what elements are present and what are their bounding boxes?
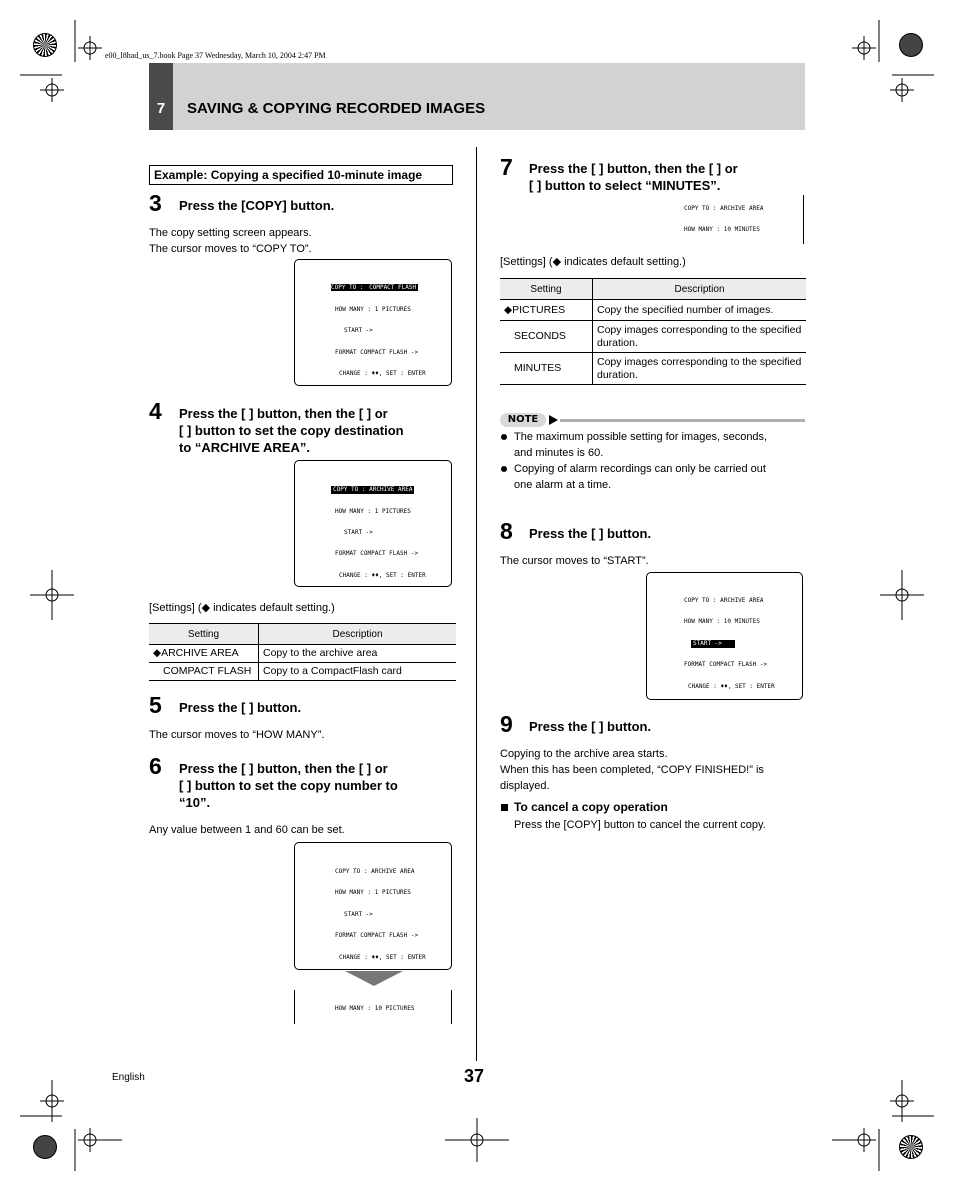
down-arrow-icon	[345, 971, 403, 987]
table-row	[500, 353, 806, 385]
step-text	[179, 405, 404, 456]
footer-language: English	[112, 1072, 145, 1083]
step-number: 9	[500, 711, 513, 737]
step-text: Press the [ ] button.	[529, 719, 652, 734]
table-cell: Copy images corresponding to the specified duration.	[593, 321, 807, 353]
step-line: Press the [ ] button, then the [ ] or	[179, 406, 388, 421]
table-header: Setting	[500, 279, 593, 300]
step-number: 8	[500, 518, 513, 544]
osd-line: CHANGE : ♦♦, SET : ENTER	[339, 572, 426, 579]
osd-screen-partial	[294, 990, 452, 1024]
note-line: and minutes is 60.	[514, 447, 604, 459]
osd-line: FORMAT COMPACT FLASH ->	[335, 932, 419, 939]
osd-highlight: START ->	[691, 640, 735, 648]
table-header: Description	[259, 624, 457, 645]
osd-line: HOW MANY : 10 PICTURES	[335, 1005, 415, 1012]
note-item	[514, 461, 766, 493]
step-number: 7	[500, 154, 513, 180]
table-cell: Copy to a CompactFlash card	[259, 663, 457, 681]
chapter-title: SAVING & COPYING RECORDED IMAGES	[187, 100, 486, 117]
table-cell: COMPACT FLASH	[149, 663, 259, 681]
page-number: 37	[464, 1066, 485, 1086]
step-text: Press the [ ] button.	[179, 700, 302, 715]
body-text: The copy setting screen appears.	[149, 227, 312, 239]
step-number: 4	[149, 398, 162, 424]
osd-screen-partial	[646, 195, 804, 244]
osd-highlight: COMPACT FLASH	[369, 284, 417, 291]
osd-line: COPY TO : ARCHIVE AREA	[684, 205, 764, 212]
osd-screen	[646, 572, 803, 700]
body-text: Copying to the archive area starts.	[500, 748, 668, 760]
note-line: one alarm at a time.	[514, 479, 612, 491]
step-number: 3	[149, 190, 162, 216]
chapter-header	[149, 63, 805, 130]
osd-screen	[294, 460, 452, 587]
osd-line: CHANGE : ♦♦, SET : ENTER	[339, 954, 426, 961]
osd-line: START ->	[344, 529, 373, 536]
table-cell: Copy images corresponding to the specified duration.	[593, 353, 807, 385]
osd-line: HOW MANY : 10 MINUTES	[684, 618, 760, 625]
chapter-number: 7	[156, 100, 166, 117]
note-badge: NOTE	[500, 413, 546, 427]
chapter-number-box	[149, 63, 173, 130]
body-text: displayed.	[500, 780, 550, 792]
osd-line: HOW MANY : 1 PICTURES	[335, 508, 411, 515]
table-cell: MINUTES	[500, 353, 593, 385]
table-cell: ◆ARCHIVE AREA	[149, 645, 259, 663]
note-line: Copying of alarm recordings can only be carried out	[514, 463, 766, 475]
table-row	[149, 645, 456, 663]
step-line: [ ] button to select “MINUTES”.	[529, 178, 721, 193]
table-header: Setting	[149, 624, 259, 645]
body-text: The cursor moves to “HOW MANY”.	[149, 729, 325, 741]
square-bullet-icon	[501, 804, 508, 811]
osd-screen	[294, 842, 452, 970]
step-text: Press the [ ] button.	[529, 526, 652, 541]
cancel-title: To cancel a copy operation	[514, 800, 668, 814]
table-row	[500, 300, 806, 321]
step-line: [ ] button to set the copy destination	[179, 423, 404, 438]
settings-caption: [Settings] (◆ indicates default setting.)	[149, 602, 335, 614]
step-line: Press the [ ] button, then the [ ] or	[179, 761, 388, 776]
table-header: Description	[593, 279, 807, 300]
body-text: The cursor moves to “START”.	[500, 555, 649, 567]
osd-line: START ->	[344, 911, 373, 918]
note-rule	[560, 419, 805, 422]
osd-line: COPY TO : ARCHIVE AREA	[335, 868, 415, 875]
osd-label: COPY TO :	[331, 284, 368, 291]
table-cell: Copy to the archive area	[259, 645, 457, 663]
step-text	[529, 160, 738, 194]
bullet-icon	[501, 466, 507, 472]
settings-table	[149, 623, 456, 681]
arrow-right-icon	[549, 415, 558, 425]
table-cell: Copy the specified number of images.	[593, 300, 807, 321]
osd-highlight: COPY TO : ARCHIVE AREA	[333, 486, 413, 493]
step-text	[179, 760, 398, 811]
step-number: 5	[149, 692, 162, 718]
step-line: Press the [ ] button, then the [ ] or	[529, 161, 738, 176]
bullet-icon	[501, 434, 507, 440]
body-text: Press the [COPY] button to cancel the current copy.	[514, 819, 766, 831]
file-info: e00_l8had_us_7.book Page 37 Wednesday, March 10, 2004 2:47 PM	[105, 51, 326, 60]
body-text: Any value between 1 and 60 can be set.	[149, 824, 345, 836]
body-text: When this has been completed, “COPY FINISHED!” is	[500, 764, 764, 776]
settings-table	[500, 278, 806, 385]
osd-line: HOW MANY : 10 MINUTES	[684, 226, 760, 233]
body-text: The cursor moves to “COPY TO”.	[149, 243, 312, 255]
osd-line: COPY TO : ARCHIVE AREA	[684, 597, 764, 604]
osd-line: FORMAT COMPACT FLASH ->	[335, 349, 419, 356]
osd-line: START ->	[344, 327, 373, 334]
osd-line: CHANGE : ♦♦, SET : ENTER	[339, 370, 426, 377]
osd-line: HOW MANY : 1 PICTURES	[335, 889, 411, 896]
column-divider	[476, 147, 477, 1061]
table-cell: SECONDS	[500, 321, 593, 353]
osd-line: FORMAT COMPACT FLASH ->	[684, 661, 768, 668]
note-item	[514, 429, 767, 461]
example-label: Example: Copying a specified 10-minute image	[149, 165, 453, 185]
step-line: [ ] button to set the copy number to	[179, 778, 398, 793]
osd-line: CHANGE : ♦♦, SET : ENTER	[688, 683, 775, 690]
settings-caption: [Settings] (◆ indicates default setting.)	[500, 256, 686, 268]
step-text: Press the [COPY] button.	[179, 198, 335, 213]
table-cell: ◆PICTURES	[500, 300, 593, 321]
step-line: “10”.	[179, 795, 211, 810]
note-line: The maximum possible setting for images, seconds,	[514, 431, 768, 443]
table-row	[149, 663, 456, 681]
table-row	[500, 321, 806, 353]
step-line: to “ARCHIVE AREA”.	[179, 440, 310, 455]
step-number: 6	[149, 753, 162, 779]
osd-screen	[294, 259, 452, 386]
osd-line: HOW MANY : 1 PICTURES	[335, 306, 411, 313]
osd-line: FORMAT COMPACT FLASH ->	[335, 550, 419, 557]
